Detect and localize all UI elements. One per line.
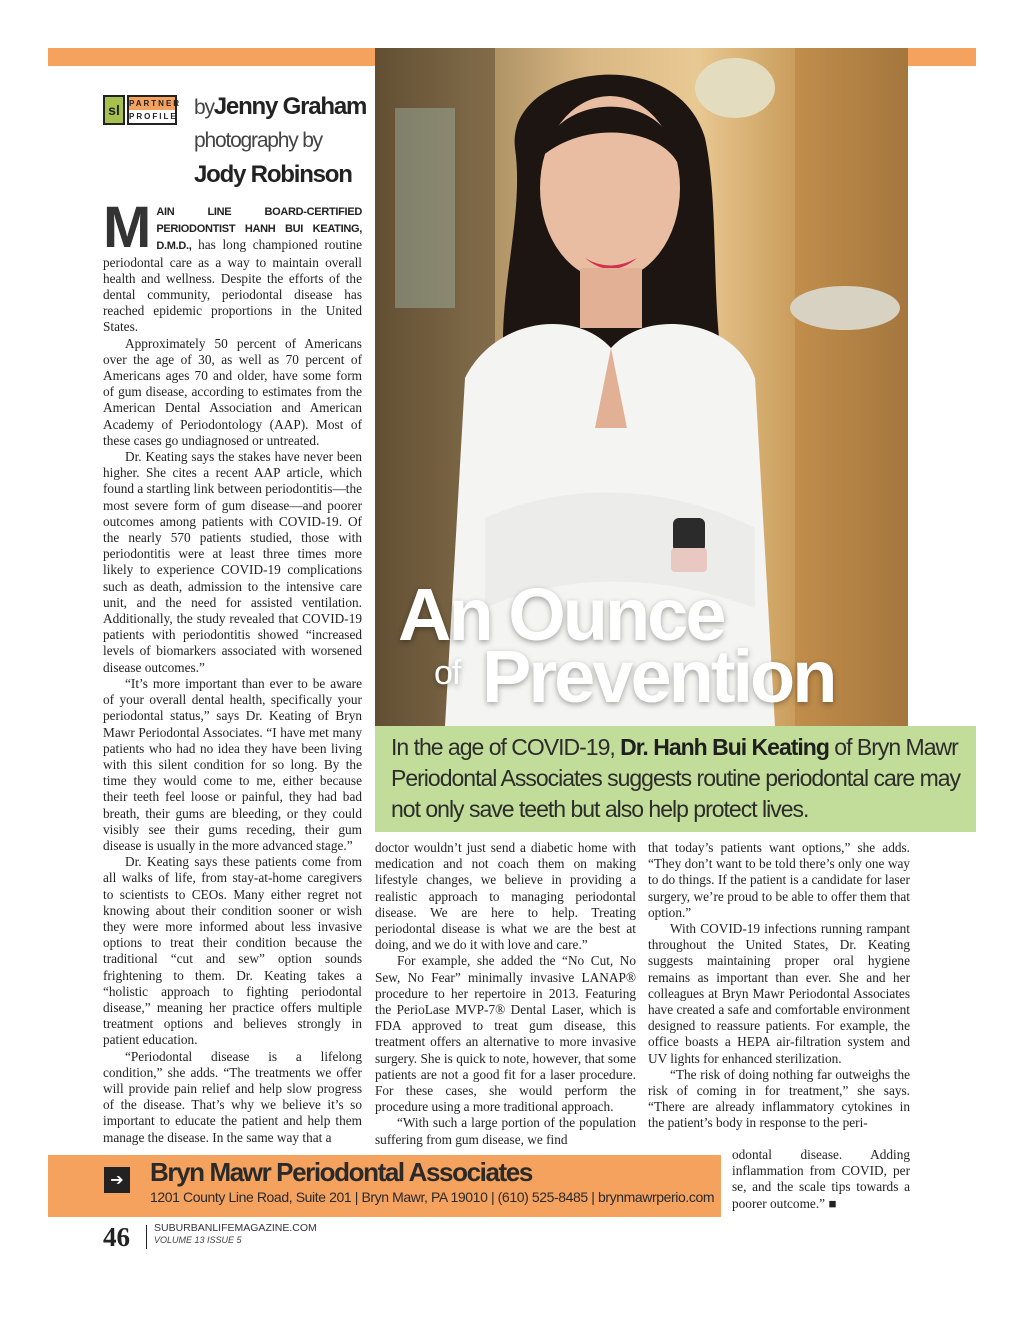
business-address: 1201 County Line Road, Suite 201 | Bryn Mawr, PA 19010 | (610) 525-8485 | brynmawrperio.com [150, 1189, 715, 1205]
article-paragraph: “Periodontal disease is a lifelong condition,” she adds. “The treatments we offer will provide pain relief and help slow progress of the disease. That’s why we believe it’s so important to educate the patient and help them manage the disease. In the same way that a [103, 1048, 362, 1145]
sl-logo: sl [103, 95, 125, 125]
business-info-bar [48, 1155, 721, 1217]
drop-cap: M [103, 195, 152, 260]
byline-by: by [194, 96, 214, 119]
headline-line1: An Ounce [398, 573, 724, 656]
article-column-2 [375, 840, 636, 1148]
page-number: 46 [103, 1222, 130, 1252]
deck-text-before: In the age of COVID-19, [391, 734, 621, 760]
article-column-3-tail [732, 1147, 910, 1212]
magazine-site: SUBURBANLIFEMAGAZINE.COM [154, 1222, 317, 1234]
business-name: Bryn Mawr Periodontal Associates [150, 1157, 532, 1187]
lead-in: AIN LINE BOARD-CERTIFIED PERIODONTIST HANH BUI KEATING, D.M.D., [156, 206, 362, 253]
deck-text-after: of Bryn Mawr Periodontal Associates suggests routine periodontal care may not only save teeth but also help protect lives. [391, 734, 961, 822]
article-column-1 [103, 195, 362, 1146]
article-paragraph-end: odontal disease. Adding inflammation from COVID, per se, and the scale tips towards a poorer outcome.” ■ [732, 1147, 910, 1211]
article-paragraph: For example, she added the “No Cut, No Sew, No Fear” minimally invasive LANAP® procedure to her repertoire in 2013. Featuring the PerioLase MVP-7® Dental Laser, which is FDA approved to treat gum disease, this treatment offers an alternative to more invasive surgery. She is quick to note, however, that some patients are not a good fit for a laser procedure. For these cases, she would perform the procedure using a more traditional approach. [375, 953, 636, 1115]
article-paragraph [103, 195, 362, 336]
byline [194, 90, 366, 192]
magazine-issue: VOLUME 13 ISSUE 5 [154, 1235, 242, 1245]
article-paragraph: Dr. Keating says the stakes have never been higher. She cites a recent AAP article, which found a startling link between periodontitis—the most severe form of gum disease—and poorer outcomes among patients with COVID-19. Of the nearly 570 patients studied, those with periodontitis were at least three times more likely to experience COVID-19 complications such as death, admission to the intensive care unit, and the need for assisted ventilation. Additionally, the study revealed that COVID-19 patients with periodontitis showed “increased levels of biomarkers associated with worsened disease outcomes.” [103, 449, 362, 675]
article-paragraph: that today’s patients want options,” she adds. “They don’t want to be told there’s only one way to do things. If the patient is a candidate for laser surgery, we’re proud to be able to offer them that option.” [648, 840, 910, 920]
article-paragraph: Approximately 50 percent of Americans over the age of 30, as well as 70 percent of Americans ages 70 and older, have some form of gum disease, according to estimates from the American Dental Association and American Academy of Periodontology (AAP). Most of these cases go undiagnosed or untreated. [103, 335, 362, 448]
byline-photo-by: photography by [194, 129, 322, 152]
byline-photographer: Jody Robinson [194, 161, 352, 188]
article-paragraph: “It’s more important than ever to be aware of your overall dental health, specifically your periodontal status,” says Dr. Keating of Bryn Mawr Periodontal Associates. “I have met many patients who had no idea they have been living with this silent condition for so long. By the time they would come to me, either because their teeth feel loose or painful, they had bad breath, their gums are bleeding, or they could visibly see their gums receding, their gum disease is usually in the more advanced stage.” [103, 675, 362, 853]
badge-line1: PARTNER [129, 99, 182, 108]
article-paragraph: doctor wouldn’t just send a diabetic home with medication and not coach them on making lifestyle changes, we believe in providing a realistic approach to managing periodontal disease. We are here to help. Treating periodontal disease is what we are the best at doing, and we do it with love and care.” [375, 840, 636, 953]
article-column-3 [648, 840, 910, 1132]
headline-line2: Prevention [482, 635, 835, 718]
deck-box [375, 726, 976, 832]
partner-profile-label [127, 95, 182, 125]
byline-author: Jenny Graham [213, 93, 367, 120]
article-paragraph: With COVID-19 infections running rampant throughout the United States, Dr. Keating suggests maintaining proper oral hygiene remains as important than ever. She and her colleagues at Bryn Mawr Periodontal Associates have created a safe and comfortable environment designed to reassure patients. For example, the office boasts a HEPA air-filtration system and UV lights for enhanced sterilization. [648, 921, 910, 1066]
article-paragraph: “The risk of doing nothing far outweighs the risk of coming in for treatment,” she says. “There are already inflammatory cytokines in the patient’s body in response to the peri- [648, 1066, 910, 1131]
folio-divider [146, 1225, 147, 1249]
lead-paragraph-rest: has long championed routine periodontal care as a way to maintain overall health and wellness. Despite the efforts of the dental community, periodontal disease has reached epidemic proportions in the United States. [103, 237, 362, 335]
arrow-right-icon: ➔ [104, 1167, 130, 1193]
article-paragraph: Dr. Keating says these patients come from all walks of life, from stay-at-home caregivers to scientists to CEOs. Many either regret not knowing about their condition sooner or wish they were more informed about less invasive options to treat their condition because the traditional “cut and sew” option sounds frightening to them. Dr. Keating takes a “holistic approach to fighting periodontal disease,” meaning her practice offers multiple treatment options and believes strongly in patient education. [103, 854, 362, 1048]
deck-doctor-name: Dr. Hanh Bui Keating [620, 734, 829, 760]
badge-line2: PROFILE [129, 112, 178, 121]
headline-of: of [434, 654, 461, 692]
partner-profile-badge [103, 95, 182, 125]
article-paragraph: “With such a large portion of the population suffering from gum disease, we find [375, 1115, 636, 1147]
